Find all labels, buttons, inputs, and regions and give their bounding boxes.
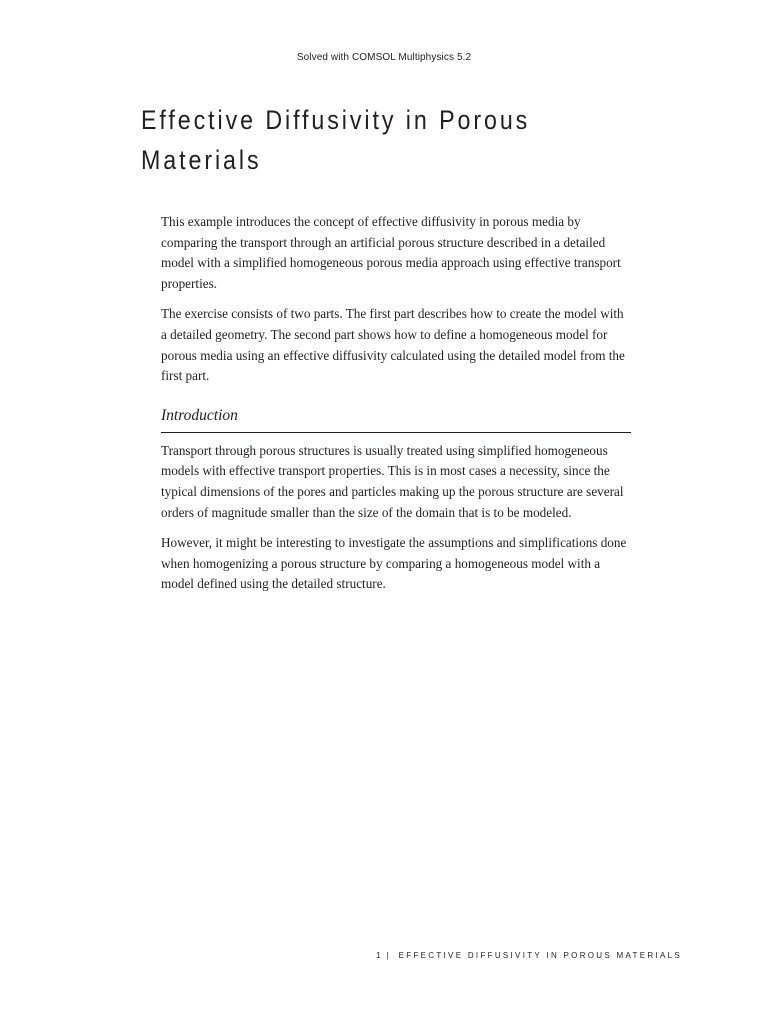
document-title: Effective Diffusivity in Porous Materials: [141, 105, 531, 175]
introduction-paragraph-2: However, it might be interesting to investigate the assumptions and simplifications done when homogenizing a porous structure by comparing a homogeneous model with a model defined using the detailed structure.: [161, 535, 627, 592]
intro-paragraph-2: The exercise consists of two parts. The first part describes how to create the model with a detailed geometry. The second part shows how to define a homogeneous model for porous media using an effective diffusivity calculated using the detailed model from the first part.: [161, 306, 625, 384]
intro-paragraph-1: This example introduces the concept of effective diffusivity in porous media by comparing the transport through an artificial porous structure described in a detailed model with a simplified homogeneous porous media approach using effective transport properties.: [161, 214, 621, 291]
section-heading-introduction: Introduction: [161, 406, 631, 433]
introduction-paragraph-1: Transport through porous structures is usually treated using simplified homogeneous models with effective transport properties. This is in most cases a necessity, since the typical dimensions of the pores and particles making up the porous structure are several orders of magnitude smaller than the size of the domain that is to be modeled.: [161, 442, 624, 520]
running-header: Solved with COMSOL Multiphysics 5.2: [296, 52, 472, 63]
section-body-introduction: [161, 441, 631, 595]
document-body: [161, 212, 631, 605]
footer-separator: |: [386, 951, 389, 960]
footer-running-title: EFFECTIVE DIFFUSIVITY IN POROUS MATERIALS: [398, 951, 682, 960]
page-number: 1: [376, 951, 381, 960]
page-footer: [376, 951, 682, 960]
